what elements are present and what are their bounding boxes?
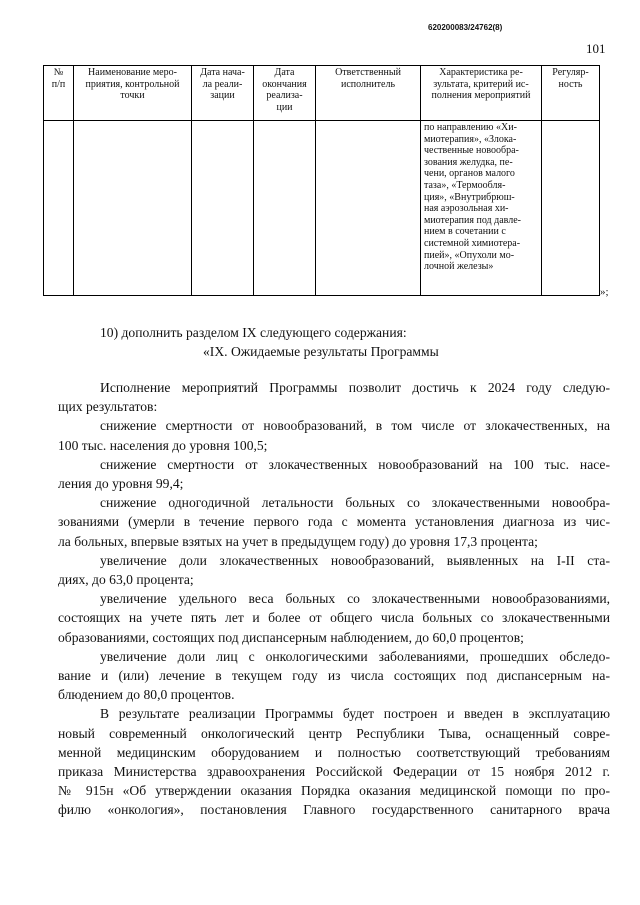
- paragraph-line: зованиями (умерли в течение первого года с момента установления диагноза из чис-: [58, 514, 610, 530]
- paragraph-line: снижение смертности от новообразований, в том числе от злокачественных, на: [100, 418, 610, 434]
- paragraph-line: вание и (или) лечение в текущем году из числа состоящих под диспансерным на-: [58, 668, 610, 684]
- table-row: [44, 121, 600, 296]
- measures-table: [43, 65, 600, 296]
- paragraph-line: менной медицинским оборудованием и полностью соответствующий требованиям: [58, 744, 610, 760]
- col-measure-name: [74, 66, 192, 121]
- characteristic-line: лочной железы»: [424, 261, 494, 273]
- header-text-line: зации: [210, 90, 235, 102]
- cell-number: [44, 121, 74, 296]
- characteristic-line: пией», «Опухоли мо-: [424, 249, 515, 261]
- paragraph-line: увеличение доли злокачественных новообразований, выявленных на I-II ста-: [100, 552, 610, 568]
- header-text-line: Наименование меро-: [88, 67, 177, 78]
- header-text-line: п/п: [51, 78, 66, 90]
- paragraph-line: блюдением до 80,0 процентов.: [58, 687, 235, 703]
- table-header-row: [44, 66, 600, 121]
- col-number: [44, 66, 74, 121]
- cell-regularity: [542, 121, 600, 296]
- characteristic-line: по направлению «Хи-: [424, 122, 517, 133]
- paragraph-line: увеличение удельного веса больных со злокачественными новообразованиями,: [100, 591, 610, 607]
- table-closing-mark: »;: [600, 286, 609, 298]
- paragraph: [58, 551, 610, 589]
- header-text-line: ции: [276, 101, 293, 113]
- header-text-line: приятия, контрольной: [85, 78, 180, 90]
- page-number: 101: [586, 41, 606, 56]
- section-title: «IX. Ожидаемые результаты Программы: [203, 344, 439, 359]
- header-text-line: точки: [120, 90, 145, 102]
- cell-characteristic: [421, 121, 542, 296]
- paragraph-line: В результате реализации Программы будет построен и введен в эксплуатацию: [100, 706, 610, 722]
- paragraph-line: состоящих на учете пять лет и более от общего числа больных со злокачественными: [58, 610, 610, 626]
- paragraph: [58, 493, 610, 551]
- cell-end-date: [254, 121, 316, 296]
- paragraph: [58, 647, 610, 705]
- col-start-date: [192, 66, 254, 121]
- col-characteristic: [421, 66, 542, 121]
- paragraph-line: приказа Министерства здравоохранения Российской Федерации от 15 ноября 2012 г.: [58, 764, 610, 780]
- paragraph-line: новый современный онкологический центр Республики Тыва, оснащенный совре-: [58, 725, 610, 741]
- paragraph: [58, 589, 610, 647]
- paragraph-line: диях, до 63,0 процента;: [58, 572, 194, 588]
- col-responsible: [316, 66, 421, 121]
- col-regularity: [542, 66, 600, 121]
- header-text-line: Дата нача-: [200, 67, 245, 78]
- characteristic-line: системной химиотера-: [424, 237, 521, 249]
- header-text-line: Характеристика ре-: [439, 67, 523, 78]
- paragraph: [58, 704, 610, 819]
- amendment-item-10: 10) дополнить разделом IX следующего содержания:: [100, 325, 407, 340]
- header-text-line: ность: [558, 78, 583, 90]
- characteristic-line: миотерапия», «Злока-: [424, 133, 517, 145]
- characteristic-line: чени, органов малого: [424, 168, 515, 180]
- document-id: 620200083/24762(8): [428, 23, 503, 32]
- paragraph: [58, 455, 610, 493]
- header-text-line: окончания: [262, 78, 307, 90]
- paragraph-line: 100 тыс. населения до уровня 100,5;: [58, 437, 268, 453]
- header-text-line: зультата, критерий ис-: [433, 78, 529, 90]
- paragraph-line: снижение смертности от злокачественных новообразований на 100 тыс. насе-: [100, 456, 610, 472]
- paragraph-line: филю «онкология», постановления Главного государственного санитарного врача: [58, 802, 610, 818]
- cell-responsible: [316, 121, 421, 296]
- header-text-line: Ответственный: [335, 67, 401, 78]
- characteristic-line: нием в сочетании с: [424, 226, 506, 238]
- paragraph-line: ла больных, впервые взятых на учет в предыдущем году) до уровня 17,3 процента;: [58, 533, 538, 549]
- header-text-line: полнения мероприятий: [431, 90, 531, 102]
- cell-start-date: [192, 121, 254, 296]
- paragraph: [58, 378, 610, 416]
- header-text-line: №: [53, 67, 64, 78]
- paragraph-line: № 915н «Об утверждении оказания Порядка оказания медицинской помощи по про-: [58, 783, 610, 799]
- paragraph-line: увеличение доли лиц с онкологическими заболеваниями, прошедших обследо-: [100, 648, 610, 664]
- paragraph: [58, 416, 610, 454]
- header-text-line: ла реали-: [202, 78, 243, 90]
- col-end-date: [254, 66, 316, 121]
- header-text-line: Регуляр-: [552, 67, 589, 78]
- header-text-line: Дата: [274, 67, 295, 78]
- header-text-line: исполнитель: [340, 78, 396, 90]
- section-body: [58, 378, 610, 820]
- paragraph-line: образованиями, состоящих под диспансерным наблюдением, до 60,0 процентов;: [58, 629, 524, 645]
- paragraph-line: ления до уровня 99,4;: [58, 476, 184, 492]
- characteristic-line: ция», «Внутрибрюш-: [424, 191, 515, 203]
- characteristic-line: миотерапия под давле-: [424, 214, 521, 226]
- header-text-line: реализа-: [266, 90, 303, 102]
- paragraph-line: щих результатов:: [58, 399, 158, 415]
- characteristic-line: зования желудка, пе-: [424, 156, 513, 168]
- cell-measure-name: [74, 121, 192, 296]
- characteristic-line: таза», «Термообля-: [424, 179, 506, 191]
- characteristic-line: чественные новообра-: [424, 145, 519, 157]
- paragraph-line: Исполнение мероприятий Программы позволит достичь к 2024 году следую-: [100, 380, 610, 395]
- paragraph-line: снижение одногодичной летальности больных со злокачественными новообра-: [100, 495, 610, 511]
- characteristic-line: ная аэрозольная хи-: [424, 203, 509, 215]
